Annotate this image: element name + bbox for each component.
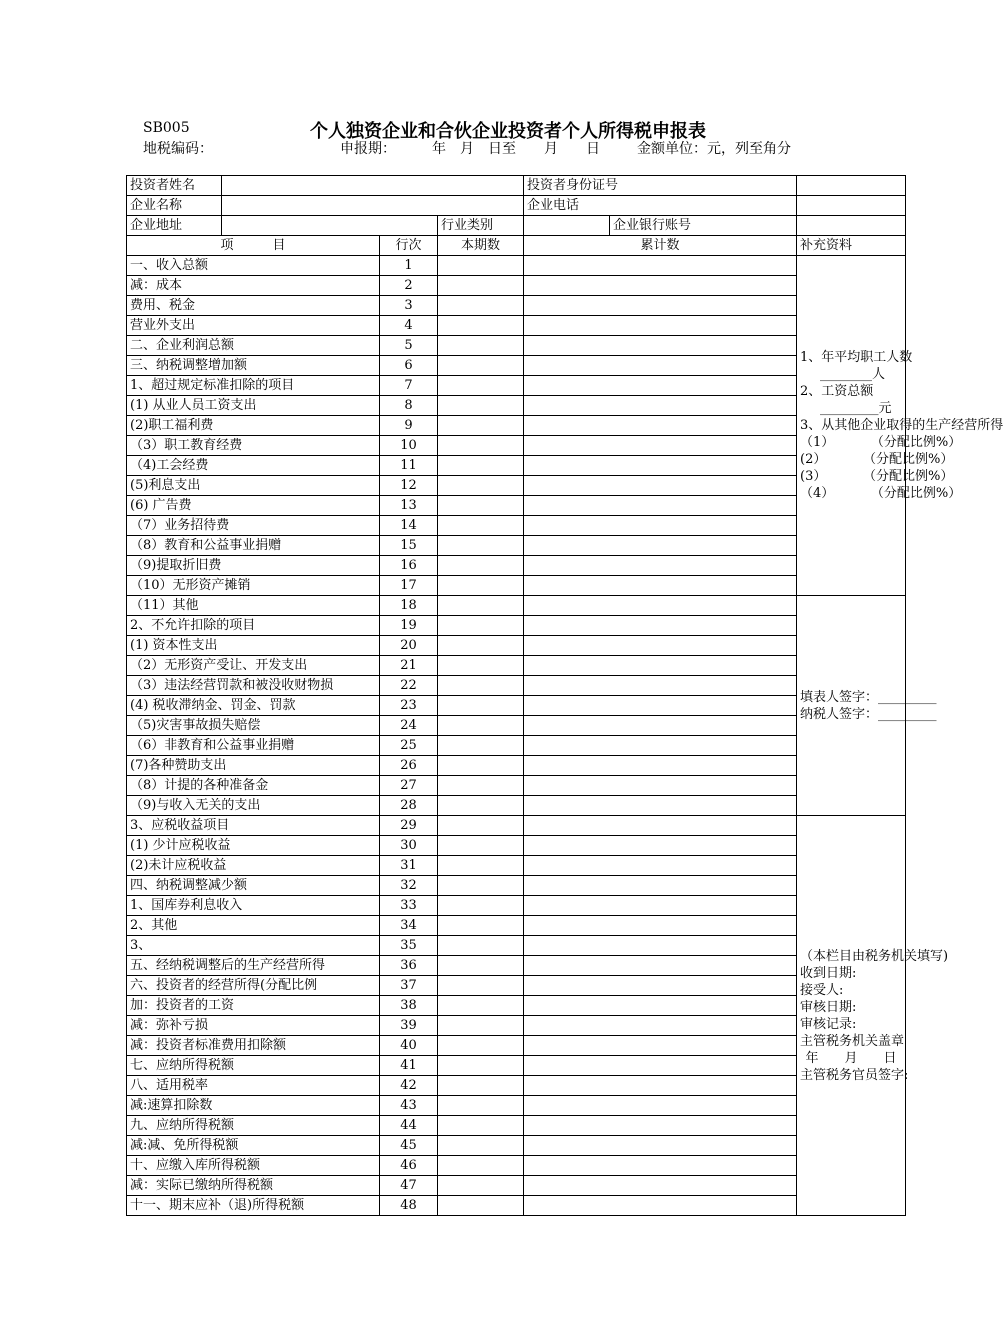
cumulative-amount-cell[interactable]: [524, 536, 797, 556]
row-label: （10）无形资产摊销: [127, 576, 380, 596]
cumulative-amount-cell[interactable]: [524, 656, 797, 676]
cumulative-amount-cell[interactable]: [524, 416, 797, 436]
cumulative-amount-cell[interactable]: [524, 1016, 797, 1036]
row-label: 三、纳税调整增加额: [127, 356, 380, 376]
current-amount-cell[interactable]: [438, 536, 524, 556]
cumulative-amount-cell[interactable]: [524, 596, 797, 616]
current-amount-cell[interactable]: [438, 1156, 524, 1176]
company-address-field[interactable]: [222, 216, 438, 236]
current-amount-cell[interactable]: [438, 396, 524, 416]
table-row: [127, 1156, 906, 1176]
row-number: 23: [380, 696, 438, 716]
investor-name-field[interactable]: [222, 176, 524, 196]
cumulative-amount-cell[interactable]: [524, 996, 797, 1016]
cumulative-amount-cell[interactable]: [524, 856, 797, 876]
table-row: [127, 796, 906, 816]
cumulative-amount-cell[interactable]: [524, 516, 797, 536]
row-number: 15: [380, 536, 438, 556]
current-amount-cell[interactable]: [438, 1036, 524, 1056]
row-number: 47: [380, 1176, 438, 1196]
table-row: [127, 876, 906, 896]
avg-staff-field[interactable]: ________人: [820, 367, 886, 382]
current-amount-cell[interactable]: [438, 676, 524, 696]
total-wage-field[interactable]: _________元: [820, 401, 892, 416]
company-phone-field[interactable]: [797, 196, 906, 216]
office-note: （本栏目由税务机关填写): [800, 948, 949, 964]
row-label: (7)各种赞助支出: [127, 756, 380, 776]
row-number: 8: [380, 396, 438, 416]
cumulative-amount-cell[interactable]: [524, 696, 797, 716]
current-amount-cell[interactable]: [438, 476, 524, 496]
table-row: [127, 556, 906, 576]
row-number: 32: [380, 876, 438, 896]
cumulative-amount-cell[interactable]: [524, 456, 797, 476]
current-amount-cell[interactable]: [438, 336, 524, 356]
row-label: 十一、期末应补（退)所得税额: [127, 1196, 380, 1216]
table-row: [127, 436, 906, 456]
tax-office-panel: [797, 816, 949, 1216]
row-number: 27: [380, 776, 438, 796]
column-header-item: 项 目: [127, 236, 380, 256]
current-amount-cell[interactable]: [438, 256, 524, 276]
bank-account-label: 企业银行账号: [610, 216, 797, 236]
filler-signature[interactable]: 填表人签字：_________: [800, 689, 937, 705]
current-amount-cell[interactable]: [438, 496, 524, 516]
office-seal: 主管税务机关盖章: [800, 1033, 905, 1049]
cumulative-amount-cell[interactable]: [524, 1076, 797, 1096]
table-row: [127, 676, 906, 696]
row-label: （6）非教育和公益事业捐赠: [127, 736, 380, 756]
table-row: [127, 456, 906, 476]
ratio-2: (2） （分配比例%）: [800, 452, 954, 467]
cumulative-amount-cell[interactable]: [524, 616, 797, 636]
row-label: 一、收入总额: [127, 256, 380, 276]
officer-signature: 主管税务官员签字:: [800, 1067, 909, 1083]
row-number: 6: [380, 356, 438, 376]
cumulative-amount-cell[interactable]: [524, 836, 797, 856]
form-meta: [143, 140, 823, 158]
row-label: 2、不允许扣除的项目: [127, 616, 380, 636]
row-label: （8）计提的各种准备金: [127, 776, 380, 796]
current-amount-cell[interactable]: [438, 356, 524, 376]
row-number: 19: [380, 616, 438, 636]
current-amount-cell[interactable]: [438, 656, 524, 676]
table-row: [127, 736, 906, 756]
row-number: 39: [380, 1016, 438, 1036]
row-number: 4: [380, 316, 438, 336]
cumulative-amount-cell[interactable]: [524, 1136, 797, 1156]
cumulative-amount-cell[interactable]: [524, 1096, 797, 1116]
cumulative-amount-cell[interactable]: [524, 876, 797, 896]
current-amount-cell[interactable]: [438, 1076, 524, 1096]
row-label: 1、国库券利息收入: [127, 896, 380, 916]
column-header-supplement: 补充资料: [797, 236, 906, 256]
current-amount-cell[interactable]: [438, 296, 524, 316]
cumulative-amount-cell[interactable]: [524, 296, 797, 316]
row-number: 10: [380, 436, 438, 456]
cumulative-amount-cell[interactable]: [524, 776, 797, 796]
cumulative-amount-cell[interactable]: [524, 1156, 797, 1176]
other-income-label: 3、从其他企业取得的生产经营所得: [800, 418, 1003, 433]
table-row: [127, 596, 906, 616]
total-wage-label: 2、工资总额: [800, 384, 874, 399]
table-row: [127, 716, 906, 736]
table-row: [127, 576, 906, 596]
table-row: [127, 1056, 906, 1076]
row-label: (5)利息支出: [127, 476, 380, 496]
cumulative-amount-cell[interactable]: [524, 1036, 797, 1056]
company-phone-label: 企业电话: [524, 196, 797, 216]
current-amount-cell[interactable]: [438, 276, 524, 296]
table-row: [127, 896, 906, 916]
row-number: 16: [380, 556, 438, 576]
current-amount-cell[interactable]: [438, 1116, 524, 1136]
row-label: （8）教育和公益事业捐赠: [127, 536, 380, 556]
review-record: 审核记录:: [800, 1016, 857, 1032]
cumulative-amount-cell[interactable]: [524, 256, 797, 276]
cumulative-amount-cell[interactable]: [524, 576, 797, 596]
cumulative-amount-cell[interactable]: [524, 1116, 797, 1136]
row-number: 28: [380, 796, 438, 816]
current-amount-cell[interactable]: [438, 1196, 524, 1216]
current-amount-cell[interactable]: [438, 1016, 524, 1036]
cumulative-amount-cell[interactable]: [524, 496, 797, 516]
current-amount-cell[interactable]: [438, 596, 524, 616]
row-label: (4) 税收滞纳金、罚金、罚款: [127, 696, 380, 716]
table-row: [127, 1176, 906, 1196]
cumulative-amount-cell[interactable]: [524, 436, 797, 456]
table-row: [127, 536, 906, 556]
receiver: 接受人:: [800, 982, 844, 998]
table-row: [127, 816, 906, 836]
row-label: 八、适用税率: [127, 1076, 380, 1096]
table-row: [127, 656, 906, 676]
row-label: 减：实际已缴纳所得税额: [127, 1176, 380, 1196]
current-amount-cell[interactable]: [438, 756, 524, 776]
table-row: [127, 1116, 906, 1136]
row-label: （4)工会经费: [127, 456, 380, 476]
row-label: （7）业务招待费: [127, 516, 380, 536]
current-amount-cell[interactable]: [438, 416, 524, 436]
row-label: 减：成本: [127, 276, 380, 296]
row-number: 40: [380, 1036, 438, 1056]
company-name-field[interactable]: [222, 196, 524, 216]
cumulative-amount-cell[interactable]: [524, 1056, 797, 1076]
current-amount-cell[interactable]: [438, 996, 524, 1016]
row-label: （9)与收入无关的支出: [127, 796, 380, 816]
row-label: 3、: [127, 936, 380, 956]
row-label: 费用、税金: [127, 296, 380, 316]
row-number: 36: [380, 956, 438, 976]
current-amount-cell[interactable]: [438, 896, 524, 916]
row-number: 43: [380, 1096, 438, 1116]
current-amount-cell[interactable]: [438, 1136, 524, 1156]
table-row: [127, 1136, 906, 1156]
current-amount-cell[interactable]: [438, 436, 524, 456]
table-row: [127, 976, 906, 996]
row-number: 2: [380, 276, 438, 296]
current-amount-cell[interactable]: [438, 836, 524, 856]
current-amount-cell[interactable]: [438, 736, 524, 756]
row-number: 38: [380, 996, 438, 1016]
table-row: [127, 936, 906, 956]
current-amount-cell[interactable]: [438, 956, 524, 976]
current-amount-cell[interactable]: [438, 696, 524, 716]
cumulative-amount-cell[interactable]: [524, 1196, 797, 1216]
table-row: [127, 516, 906, 536]
row-number: 22: [380, 676, 438, 696]
current-amount-cell[interactable]: [438, 776, 524, 796]
table-row: [127, 416, 906, 436]
table-row: [127, 956, 906, 976]
table-row: [127, 1016, 906, 1036]
row-number: 29: [380, 816, 438, 836]
table-row: [127, 696, 906, 716]
current-amount-cell[interactable]: [438, 796, 524, 816]
table-row: [127, 356, 906, 376]
table-row: [127, 1096, 906, 1116]
current-amount-cell[interactable]: [438, 316, 524, 336]
row-number: 21: [380, 656, 438, 676]
row-label: 减：投资者标准费用扣除额: [127, 1036, 380, 1056]
tax-code-label: 地税编码：: [143, 141, 213, 157]
cumulative-amount-cell[interactable]: [524, 796, 797, 816]
industry-field[interactable]: [524, 216, 610, 236]
cumulative-amount-cell[interactable]: [524, 336, 797, 356]
declaration-table: [126, 175, 1003, 1216]
row-number: 7: [380, 376, 438, 396]
row-number: 13: [380, 496, 438, 516]
row-label: （9)提取折旧费: [127, 556, 380, 576]
row-label: 加：投资者的工资: [127, 996, 380, 1016]
table-row: [127, 476, 906, 496]
row-label: (2)未计应税收益: [127, 856, 380, 876]
supplement-panel: [797, 256, 1003, 596]
table-row: [127, 1196, 906, 1216]
row-number: 42: [380, 1076, 438, 1096]
current-amount-cell[interactable]: [438, 456, 524, 476]
cumulative-amount-cell[interactable]: [524, 636, 797, 656]
current-amount-cell[interactable]: [438, 616, 524, 636]
form-code: SB005: [143, 120, 190, 136]
current-amount-cell[interactable]: [438, 936, 524, 956]
row-number: 12: [380, 476, 438, 496]
table-row: [127, 856, 906, 876]
current-amount-cell[interactable]: [438, 876, 524, 896]
table-row: [127, 396, 906, 416]
table-row: [127, 836, 906, 856]
table-row: [127, 1076, 906, 1096]
cumulative-amount-cell[interactable]: [524, 956, 797, 976]
row-number: 3: [380, 296, 438, 316]
row-number: 46: [380, 1156, 438, 1176]
bank-account-field[interactable]: [797, 216, 906, 236]
row-number: 17: [380, 576, 438, 596]
current-amount-cell[interactable]: [438, 1176, 524, 1196]
row-label: (1) 资本性支出: [127, 636, 380, 656]
form-title: 个人独资企业和合伙企业投资者个人所得税申报表: [310, 121, 706, 142]
row-number: 37: [380, 976, 438, 996]
unit-label: 金额单位：元，列至角分: [637, 141, 791, 157]
row-number: 35: [380, 936, 438, 956]
row-number: 26: [380, 756, 438, 776]
table-row: [127, 916, 906, 936]
row-label: (6) 广告费: [127, 496, 380, 516]
cumulative-amount-cell[interactable]: [524, 396, 797, 416]
table-row: [127, 276, 906, 296]
row-number: 25: [380, 736, 438, 756]
cumulative-amount-cell[interactable]: [524, 936, 797, 956]
cumulative-amount-cell[interactable]: [524, 376, 797, 396]
table-row: [127, 496, 906, 516]
cumulative-amount-cell[interactable]: [524, 816, 797, 836]
current-amount-cell[interactable]: [438, 716, 524, 736]
investor-id-field[interactable]: [797, 176, 906, 196]
taxpayer-signature[interactable]: 纳税人签字：_________: [800, 706, 937, 722]
row-number: 30: [380, 836, 438, 856]
row-number: 18: [380, 596, 438, 616]
review-date: 审核日期:: [800, 999, 857, 1015]
avg-staff-label: 1、年平均职工人数: [800, 350, 913, 365]
ratio-4: （4） （分配比例%）: [800, 486, 962, 501]
cumulative-amount-cell[interactable]: [524, 756, 797, 776]
current-amount-cell[interactable]: [438, 516, 524, 536]
row-number: 5: [380, 336, 438, 356]
current-amount-cell[interactable]: [438, 816, 524, 836]
row-label: (2)职工福利费: [127, 416, 380, 436]
table-row: [127, 316, 906, 336]
seal-date: 年 月 日: [805, 1050, 897, 1066]
column-header-current: 本期数: [438, 236, 524, 256]
current-amount-cell[interactable]: [438, 376, 524, 396]
received-date: 收到日期:: [800, 965, 857, 981]
cumulative-amount-cell[interactable]: [524, 476, 797, 496]
cumulative-amount-cell[interactable]: [524, 896, 797, 916]
row-label: 3、应税收益项目: [127, 816, 380, 836]
ratio-1: （1） （分配比例%）: [800, 435, 962, 450]
current-amount-cell[interactable]: [438, 916, 524, 936]
cumulative-amount-cell[interactable]: [524, 316, 797, 336]
row-number: 41: [380, 1056, 438, 1076]
current-amount-cell[interactable]: [438, 556, 524, 576]
row-label: （2）无形资产受让、开发支出: [127, 656, 380, 676]
table-row: [127, 256, 906, 276]
row-label: 减:速算扣除数: [127, 1096, 380, 1116]
row-label: 减:减、免所得税额: [127, 1136, 380, 1156]
column-header-row-no: 行次: [380, 236, 438, 256]
investor-name-label: 投资者姓名: [127, 176, 222, 196]
row-label: 七、应纳所得税额: [127, 1056, 380, 1076]
row-label: 十、应缴入库所得税额: [127, 1156, 380, 1176]
column-header-cumulative: 累计数: [524, 236, 797, 256]
row-label: (1) 从业人员工资支出: [127, 396, 380, 416]
cumulative-amount-cell[interactable]: [524, 676, 797, 696]
row-number: 11: [380, 456, 438, 476]
row-label: 2、其他: [127, 916, 380, 936]
company-name-label: 企业名称: [127, 196, 222, 216]
cumulative-amount-cell[interactable]: [524, 556, 797, 576]
row-label: （11）其他: [127, 596, 380, 616]
current-amount-cell[interactable]: [438, 576, 524, 596]
table-row: [127, 776, 906, 796]
row-label: (1) 少计应税收益: [127, 836, 380, 856]
cumulative-amount-cell[interactable]: [524, 976, 797, 996]
industry-label: 行业类别: [438, 216, 524, 236]
row-label: 九、应纳所得税额: [127, 1116, 380, 1136]
cumulative-amount-cell[interactable]: [524, 276, 797, 296]
row-label: （3）违法经营罚款和被没收财物损: [127, 676, 380, 696]
cumulative-amount-cell[interactable]: [524, 736, 797, 756]
current-amount-cell[interactable]: [438, 1096, 524, 1116]
table-row: [127, 376, 906, 396]
row-label: 六、投资者的经营所得(分配比例: [127, 976, 380, 996]
ratio-3: (3） （分配比例%）: [800, 469, 954, 484]
table-row: [127, 616, 906, 636]
row-number: 24: [380, 716, 438, 736]
table-row: [127, 336, 906, 356]
row-number: 33: [380, 896, 438, 916]
current-amount-cell[interactable]: [438, 1056, 524, 1076]
current-amount-cell[interactable]: [438, 856, 524, 876]
cumulative-amount-cell[interactable]: [524, 356, 797, 376]
row-label: 1、超过规定标准扣除的项目: [127, 376, 380, 396]
company-address-label: 企业地址: [127, 216, 222, 236]
row-number: 31: [380, 856, 438, 876]
table-row: [127, 1036, 906, 1056]
row-number: 20: [380, 636, 438, 656]
cumulative-amount-cell[interactable]: [524, 916, 797, 936]
current-amount-cell[interactable]: [438, 636, 524, 656]
investor-id-label: 投资者身份证号: [524, 176, 797, 196]
cumulative-amount-cell[interactable]: [524, 1176, 797, 1196]
row-number: 44: [380, 1116, 438, 1136]
row-number: 34: [380, 916, 438, 936]
table-row: [127, 756, 906, 776]
row-label: 五、经纳税调整后的生产经营所得: [127, 956, 380, 976]
row-label: 减：弥补亏损: [127, 1016, 380, 1036]
table-row: [127, 996, 906, 1016]
row-number: 45: [380, 1136, 438, 1156]
table-row: [127, 636, 906, 656]
row-label: （3）职工教育经费: [127, 436, 380, 456]
row-label: 营业外支出: [127, 316, 380, 336]
row-number: 14: [380, 516, 438, 536]
table-row: [127, 296, 906, 316]
period-text: 年 月 日至 月 日: [432, 141, 600, 157]
period-label: 申报期：: [340, 141, 396, 157]
row-number: 48: [380, 1196, 438, 1216]
cumulative-amount-cell[interactable]: [524, 716, 797, 736]
current-amount-cell[interactable]: [438, 976, 524, 996]
row-label: 四、纳税调整减少额: [127, 876, 380, 896]
row-number: 1: [380, 256, 438, 276]
row-label: （5)灾害事故损失赔偿: [127, 716, 380, 736]
row-label: 二、企业利润总额: [127, 336, 380, 356]
row-number: 9: [380, 416, 438, 436]
signature-panel: [797, 596, 937, 816]
